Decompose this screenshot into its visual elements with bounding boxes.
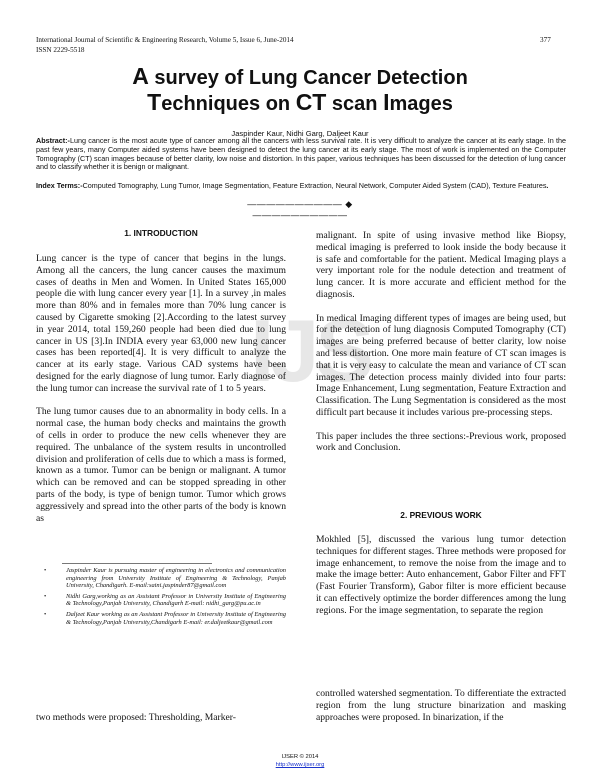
right-paragraph-3: This paper includes the three sections:-Previous work, proposed work and Conclusion. xyxy=(316,430,566,454)
footnotes xyxy=(36,567,286,629)
right-paragraph-2: In medical Imaging different types of images are being used, but for the detection of lung diagnosis Computed Tomography (CT) images are being preferred because of better clarity, low noise and less distortion. One more main feature of CT scan images is that it is very easy to calculate the mean and variance of CT scan images. The detection process mainly divided into four parts: Image Enhancement, Lung segmentation, Feature Extraction and Classification. The Lung Segmentation is considered as the most difficult part because it includes various pre-processing steps. xyxy=(316,312,566,418)
authors: Jaspinder Kaur, Nidhi Garg, Daljeet Kaur xyxy=(231,129,369,138)
abstract xyxy=(36,137,566,172)
index-terms-text: Computed Tomography, Lung Tumor, Image Segmentation, Feature Extraction, Neural Network, Computer Aided System (CAD), Texture Features xyxy=(82,181,547,190)
heading-previous-work: 2. PREVIOUS WORK xyxy=(400,510,482,520)
index-terms-label: Index Terms:- xyxy=(36,181,83,190)
left-column xyxy=(36,253,286,536)
footnote-item: • Daljeet Kaur working as an Assistant Professor in University Institute of Engineering & Technology,Panjab University,Chandigarh E-mail: er.daljeetkaur@gmail.com xyxy=(66,611,286,626)
footnote-item: • Nidhi Garg,working as an Assistant Professor in University Institute of Engineering & Technology,Panjab University, Chandigarh E-mail: nidhi_garg@pu.ac.in xyxy=(66,593,286,608)
intro-paragraph-1: Lung cancer is the type of cancer that begins in the lungs. Among all the cancers, the lung cancer causes the maximum cases of deaths in Men and Women. In United States 165,000 people die with lung cancer every year [1]. In a survey ,in males more than 80% and in females more than 70% lung cancer is caused by Cigarette smoking [2].According to the latest survey in year 2014, total 159,260 people had been died due to lung cancer in US [3].In INDIA every year 63,000 new lung cancer cases has been reported[4]. It is very difficult to analyze the cancer at its early stage. Various CAD systems have been designed for the early diagnose of lung tumor. Early diagnose of the lung tumor can increase the survival rate of 1 to 5 years. xyxy=(36,253,286,394)
abstract-label: Abstract:- xyxy=(36,136,70,145)
right-column xyxy=(316,230,566,466)
issn: ISSN 2229-5518 xyxy=(36,46,85,54)
journal-header: International Journal of Scientific & Engineering Research, Volume 5, Issue 6, June-2014 xyxy=(36,36,294,44)
footer-link[interactable]: http://www.ijser.org xyxy=(275,762,325,768)
footnote-separator xyxy=(62,563,212,564)
watermark: IJS xyxy=(250,301,371,400)
title-drop-letter: A xyxy=(132,63,149,89)
right-paragraph-1: malignant. In spite of using invasive method like Biopsy, medical imaging is preferred to look inside the body because it is safe and comfortable for the patient. Medical Imaging plays a very important role for the nodule detection and treatment of lung cancer. It is more accurate and efficient method for the diagnosis. xyxy=(316,230,566,300)
footnote-item: • Jaspinder Kaur is pursuing master of engineering in electronics and communication engineering from University Institute of Engineering & Technology, Panjab University, Chandigarh. E-mail:saini.jaspinder87@gmail.com xyxy=(66,567,286,590)
index-terms: Index Terms:-Computed Tomography, Lung Tumor, Image Segmentation, Feature Extraction, Neural Network, Computer Aided System (CAD), Texture Features. xyxy=(36,181,549,190)
paper-title: A survey of Lung Cancer Detection Techniques on CT scan Images xyxy=(132,63,468,115)
left-column-bottom-line: two methods were proposed: Thresholding, Marker- xyxy=(36,712,236,723)
intro-paragraph-2: The lung tumor causes due to an abnormality in body cells. In a normal case, the human body checks and maintains the growth of cells in order to produce the new cells whenever they are required. The unbalance of the system results in uncontrolled division and proliferation of cells due to which a mass is formed, known as a tumor. Tumor can be benign or malignant. A tumor which can be removed and can be stopped spreading in other parts of the body, is type of benign tumor. Tumor which grows aggressively and spread into the other parts of the body is known as xyxy=(36,406,286,524)
footer-copyright: IJSER © 2014 xyxy=(281,754,319,760)
title-line1: survey of Lung Cancer Detection xyxy=(148,67,468,89)
abstract-text: Lung cancer is the most acute type of cancer among all the cancers with less survival rate. It is very difficult to analyze the cancer at its early stage. In the past few years, many Computer aided systems have been designed to detect the lung cancer at its early stage. The most of work is implemented on the Computer Tomography (CT) scan images because of better clarity, low noise and distortion. In this paper, various techniques has been discussed for the detection of lung cancer and to classify whether it is benign or malignant. xyxy=(36,136,566,172)
right-column-bottom: controlled watershed segmentation. To differentiate the extracted region from the lung structure binarization and masking approaches were proposed. In binarization, if the xyxy=(316,688,566,723)
previous-work-paragraph: Mokhled [5], discussed the various lung tumor detection techniques for different stages. Three methods were proposed for image enhancement, to remove the noise from the image and to make the image better: Auto enhancement, Gabor Filter and FFT (Fast Fourier Transform), Gabor filter is more efficient because it can effectively optimize the border differences among the lung regions. For the image segmentation, to separate the region xyxy=(316,534,566,616)
heading-introduction: 1. INTRODUCTION xyxy=(124,228,198,238)
section-separator: —————————— ◆ —————————— xyxy=(247,199,353,220)
page-number: 377 xyxy=(540,36,551,44)
